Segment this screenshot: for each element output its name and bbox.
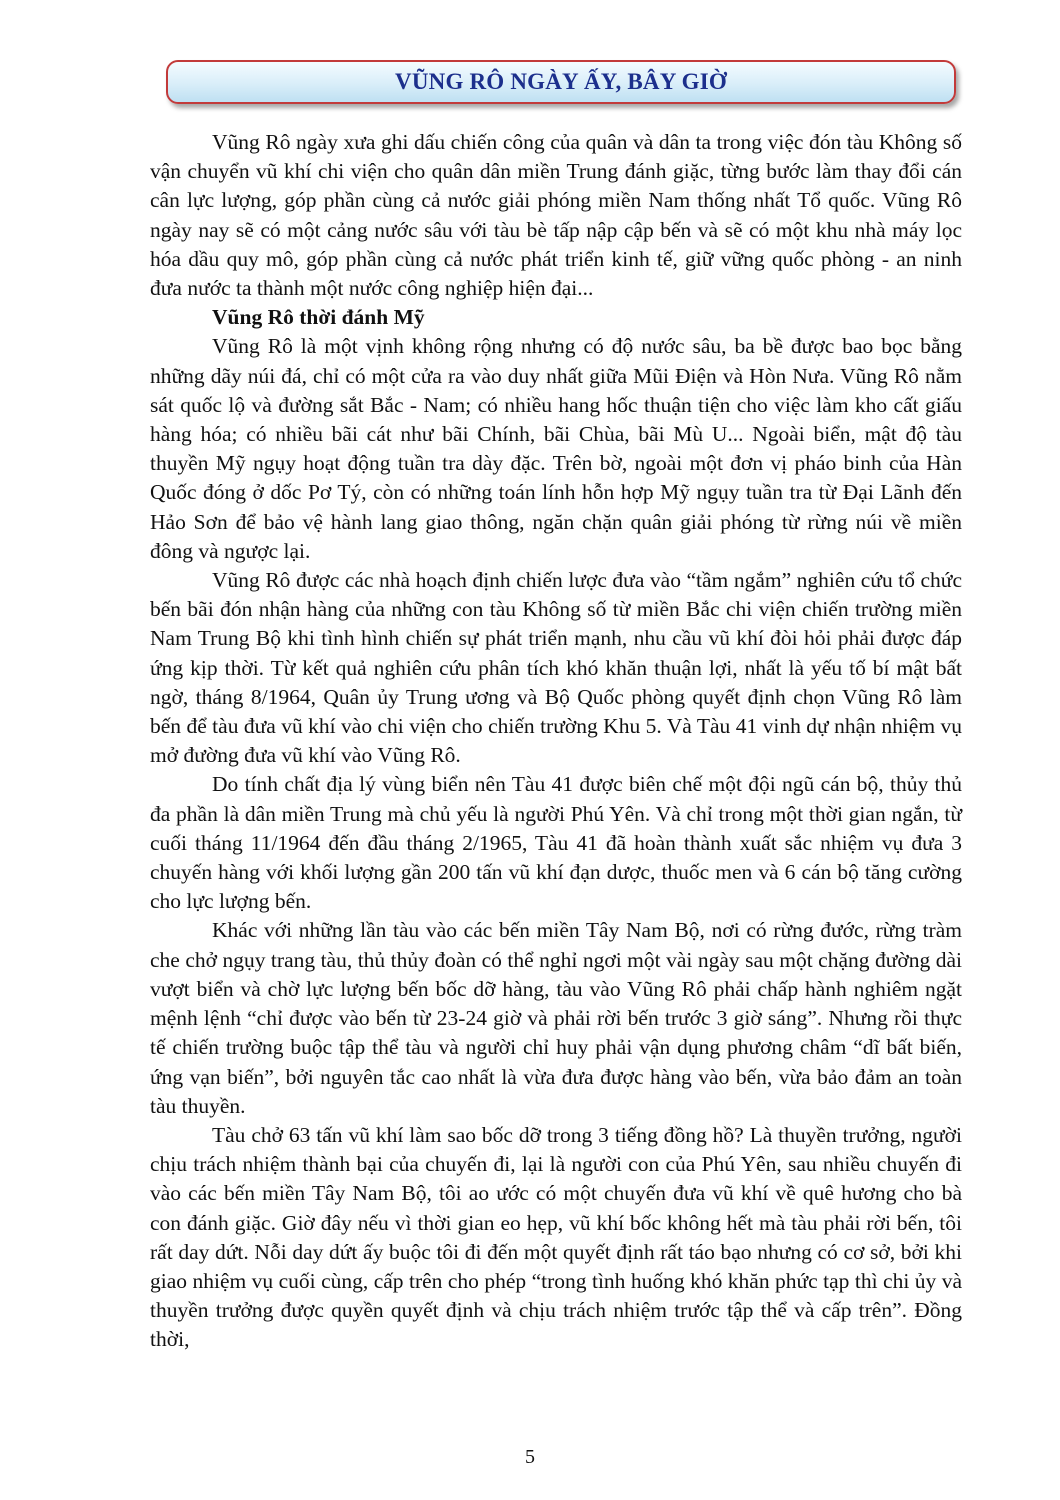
body-paragraph: Do tính chất địa lý vùng biển nên Tàu 41 được biên chế một đội ngũ cán bộ, thủy thủ đa phần là dân miền Trung mà chủ yếu là người Phú Yên. Và chỉ trong một thời gian ngắn, từ cuối tháng 11/1964 đến đầu tháng 2/1965, Tàu 41 đã hoàn thành xuất sắc nhiệm vụ đưa 3 chuyến hàng với khối lượng gần 200 tấn vũ khí đạn dược, thuốc men và 6 cán bộ tăng cường cho lực lượng bến.: [150, 772, 962, 914]
body-paragraph: Khác với những lần tàu vào các bến miền Tây Nam Bộ, nơi có rừng đước, rừng tràm che chở ngụy trang tàu, thủ thủy đoàn có thể nghỉ ngơi một vài ngày sau một chặng đường dài vượt biển và chờ lực lượng bến bốc dỡ hàng, tàu vào Vũng Rô phải chấp hành nghiêm ngặt mệnh lệnh “chỉ được vào bến từ 23-24 giờ và phải rời bến trước 3 giờ sáng”. Nhưng rồi thực tế chiến trường buộc tập thể tàu và người chỉ huy phải vận dụng phương châm “dĩ bất biến, ứng vạn biến”, bởi nguyên tắc cao nhất là vừa đưa được hàng vào bến, vừa bảo đảm an toàn tàu thuyền.: [150, 918, 962, 1118]
title-banner: [166, 60, 956, 104]
page-number: 5: [525, 1446, 535, 1468]
intro-paragraph: Vũng Rô ngày xưa ghi dấu chiến công của quân và dân ta trong việc đón tàu Không số vận chuyển vũ khí chi viện cho quân dân miền Trung đánh giặc, từng bước làm thay đổi cán cân lực lượng, góp phần cùng cả nước giải phóng miền Nam thống nhất Tổ quốc. Vũng Rô ngày nay sẽ có một cảng nước sâu với tàu bè tấp nập cập bến và sẽ có một khu nhà máy lọc hóa dầu quy mô, góp phần cùng cả nước phát triển kinh tế, giữ vững quốc phòng - an ninh đưa nước ta thành một nước công nghiệp hiện đại...: [150, 130, 962, 301]
body-paragraph: Vũng Rô là một vịnh không rộng nhưng có độ nước sâu, ba bề được bao bọc bằng những dãy núi đá, chỉ có một cửa ra vào duy nhất giữa Mũi Điện và Hòn Nưa. Vũng Rô nằm sát quốc lộ và đường sắt Bắc - Nam; có nhiều hang hốc thuận tiện cho việc làm kho cất giấu hàng hóa; có nhiều bãi cát như bãi Chính, bãi Chùa, bãi Mù U... Ngoài biển, mật độ tàu thuyền Mỹ ngụy hoạt động tuần tra dày đặc. Trên bờ, ngoài một đơn vị pháo binh của Hàn Quốc đóng ở dốc Pơ Tý, còn có những toán lính hỗn hợp Mỹ ngụy tuần tra từ Đại Lãnh đến Hảo Sơn để bảo vệ hành lang giao thông, ngăn chặn quân giải phóng từ rừng núi về miền đông và ngược lại.: [150, 334, 962, 563]
body-paragraph: Vũng Rô được các nhà hoạch định chiến lược đưa vào “tầm ngắm” nghiên cứu tổ chức bến bãi đón nhận hàng của những con tàu Không số từ miền Bắc chi viện chiến trường miền Nam Trung Bộ khi tình hình chiến sự phát triển mạnh, nhu cầu vũ khí đòi hỏi phải được đáp ứng kịp thời. Từ kết quả nghiên cứu phân tích khó khăn thuận lợi, nhất là yếu tố bí mật bất ngờ, tháng 8/1964, Quân ủy Trung ương và Bộ Quốc phòng quyết định chọn Vũng Rô làm bến để tàu đưa vũ khí vào chi viện cho chiến trường Khu 5. Và Tàu 41 vinh dự nhận nhiệm vụ mở đường đưa vũ khí vào Vũng Rô.: [150, 568, 962, 768]
article-body: [150, 128, 962, 1355]
section-heading: Vũng Rô thời đánh Mỹ: [212, 305, 425, 330]
page-title: VŨNG RÔ NGÀY ẤY, BÂY GIỜ: [395, 69, 727, 94]
body-paragraph: Tàu chở 63 tấn vũ khí làm sao bốc dỡ trong 3 tiếng đồng hồ? Là thuyền trưởng, người chịu trách nhiệm thành bại của chuyến đi, lại là người con của Phú Yên, sau nhiều chuyến đi vào các bến miền Tây Nam Bộ, tôi ao ước có một chuyến đưa vũ khí về quê hương cho bà con đánh giặc. Giờ đây nếu vì thời gian eo hẹp, vũ khí bốc không hết mà tàu phải rời bến, tôi rất day dứt. Nỗi day dứt ấy buộc tôi đi đến một quyết định rất táo bạo nhưng có cơ sở, bởi khi giao nhiệm vụ cuối cùng, cấp trên cho phép “trong tình huống khó khăn phức tạp thì chi ủy và thuyền trưởng được quyền quyết định và chịu trách nhiệm trước tập thể và cấp trên”. Đồng thời,: [150, 1122, 962, 1352]
